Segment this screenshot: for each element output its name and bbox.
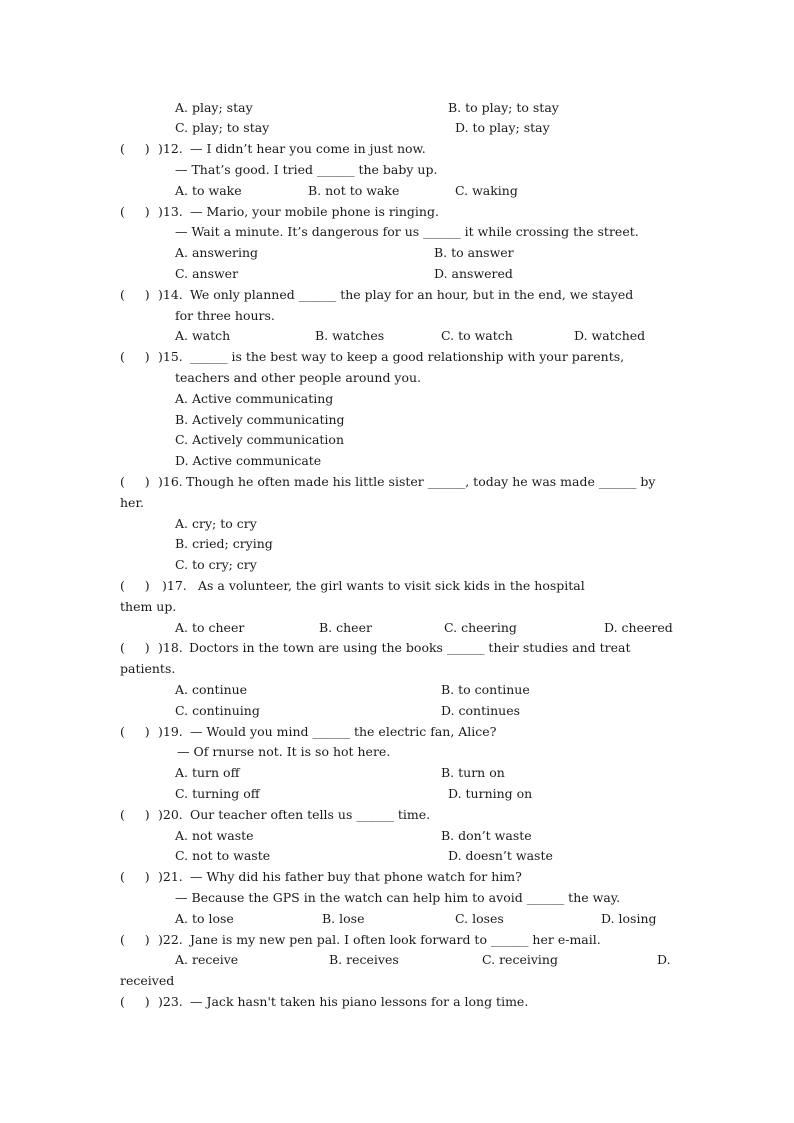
q11-option-c: C. play; to stay — [175, 120, 270, 135]
q17-number: )17. — [162, 578, 187, 593]
q13-line2: — Wait a minute. It’s dangerous for us ______ it while crossing the street. — [175, 224, 639, 239]
q18-number: )18. — [158, 640, 183, 655]
q16-option-c: C. to cry; cry — [175, 557, 257, 572]
q14-line1: We only planned ______ the play for an hour, but in the end, we stayed — [190, 287, 634, 302]
q18-option-a: A. continue — [175, 682, 248, 697]
q23-line1: — Jack hasn't taken his piano lessons for a long time. — [190, 994, 529, 1009]
answer-bracket[interactable]: ( ) — [120, 141, 150, 156]
q13-option-d: D. answered — [434, 266, 513, 281]
q22-option-b: B. receives — [329, 952, 399, 967]
q15-line1: ______ is the best way to keep a good relationship with your parents, — [190, 349, 625, 364]
q20-option-d: D. doesn’t waste — [448, 848, 553, 863]
q22-number: )22. — [158, 932, 183, 947]
q18-line2: patients. — [120, 661, 176, 676]
answer-bracket[interactable]: ( ) — [120, 474, 150, 489]
q21-option-a: A. to lose — [175, 911, 234, 926]
q17-option-d: D. cheered — [604, 620, 673, 635]
q21-option-c: C. loses — [455, 911, 504, 926]
q16-number: )16. — [158, 474, 183, 489]
answer-bracket[interactable]: ( ) — [120, 724, 150, 739]
q21-option-b: B. lose — [322, 911, 365, 926]
q19-option-c: C. turning off — [175, 786, 260, 801]
answer-bracket[interactable]: ( ) — [120, 869, 150, 884]
q20-option-b: B. don’t waste — [441, 828, 532, 843]
q21-option-d: D. losing — [601, 911, 657, 926]
q17-line1: As a volunteer, the girl wants to visit sick kids in the hospital — [198, 578, 585, 593]
q23-number: )23. — [158, 994, 183, 1009]
q22-option-d: D. — [657, 952, 671, 967]
q13-line1: — Mario, your mobile phone is ringing. — [190, 204, 439, 219]
answer-bracket[interactable]: ( ) — [120, 578, 150, 593]
q19-number: )19. — [158, 724, 183, 739]
q11-option-b: B. to play; to stay — [448, 100, 559, 115]
q16-line1: Though he often made his little sister ______, today he was made ______ by — [186, 474, 656, 489]
q21-number: )21. — [158, 869, 183, 884]
q20-line1: Our teacher often tells us ______ time. — [190, 807, 431, 822]
q12-option-a: A. to wake — [175, 183, 242, 198]
q12-option-c: C. waking — [455, 183, 518, 198]
q14-option-a: A. watch — [175, 328, 231, 343]
q14-line2: for three hours. — [175, 308, 275, 323]
q20-number: )20. — [158, 807, 183, 822]
q17-line2: them up. — [120, 599, 177, 614]
q18-option-d: D. continues — [441, 703, 521, 718]
q14-option-c: C. to watch — [441, 328, 513, 343]
q12-line1: — I didn’t hear you come in just now. — [190, 141, 426, 156]
q11-option-d: D. to play; stay — [455, 120, 550, 135]
q20-option-c: C. not to waste — [175, 848, 271, 863]
q13-option-c: C. answer — [175, 266, 239, 281]
q12-option-b: B. not to wake — [308, 183, 400, 198]
q15-option-b: B. Actively communicating — [175, 412, 345, 427]
q16-option-a: A. cry; to cry — [175, 516, 257, 531]
q14-number: )14. — [158, 287, 183, 302]
q15-option-a: A. Active communicating — [175, 391, 334, 406]
q22-option-d-cont: received — [120, 973, 175, 988]
q17-option-a: A. to cheer — [175, 620, 245, 635]
q13-number: )13. — [158, 204, 183, 219]
answer-bracket[interactable]: ( ) — [120, 287, 150, 302]
q14-option-b: B. watches — [315, 328, 385, 343]
q19-option-d: D. turning on — [448, 786, 533, 801]
q18-option-b: B. to continue — [441, 682, 530, 697]
answer-bracket[interactable]: ( ) — [120, 640, 150, 655]
q21-line1: — Why did his father buy that phone watch for him? — [190, 869, 522, 884]
answer-bracket[interactable]: ( ) — [120, 204, 150, 219]
q21-line2: — Because the GPS in the watch can help him to avoid ______ the way. — [175, 890, 621, 905]
q15-number: )15. — [158, 349, 183, 364]
q15-option-c: C. Actively communication — [175, 432, 344, 447]
q19-line2: — Of rnurse not. It is so hot here. — [177, 744, 391, 759]
q22-option-c: C. receiving — [482, 952, 558, 967]
q15-option-d: D. Active communicate — [175, 453, 322, 468]
q13-option-b: B. to answer — [434, 245, 514, 260]
q16-line2: her. — [120, 495, 145, 510]
q12-number: )12. — [158, 141, 183, 156]
q14-option-d: D. watched — [574, 328, 646, 343]
answer-bracket[interactable]: ( ) — [120, 807, 150, 822]
q22-line1: Jane is my new pen pal. I often look forward to ______ her e-mail. — [190, 932, 601, 947]
q15-line2: teachers and other people around you. — [175, 370, 422, 385]
answer-bracket[interactable]: ( ) — [120, 994, 150, 1009]
q17-option-c: C. cheering — [444, 620, 517, 635]
q17-option-b: B. cheer — [319, 620, 372, 635]
q18-line1: Doctors in the town are using the books ______ their studies and treat — [189, 640, 631, 655]
q19-option-a: A. turn off — [175, 765, 240, 780]
q18-option-c: C. continuing — [175, 703, 260, 718]
q11-option-a: A. play; stay — [175, 100, 253, 115]
q19-line1: — Would you mind ______ the electric fan, Alice? — [190, 724, 497, 739]
answer-bracket[interactable]: ( ) — [120, 932, 150, 947]
q13-option-a: A. answering — [175, 245, 259, 260]
q12-line2: — That’s good. I tried ______ the baby up. — [175, 162, 438, 177]
q20-option-a: A. not waste — [175, 828, 254, 843]
q19-option-b: B. turn on — [441, 765, 505, 780]
q16-option-b: B. cried; crying — [175, 536, 273, 551]
q22-option-a: A. receive — [175, 952, 239, 967]
answer-bracket[interactable]: ( ) — [120, 349, 150, 364]
